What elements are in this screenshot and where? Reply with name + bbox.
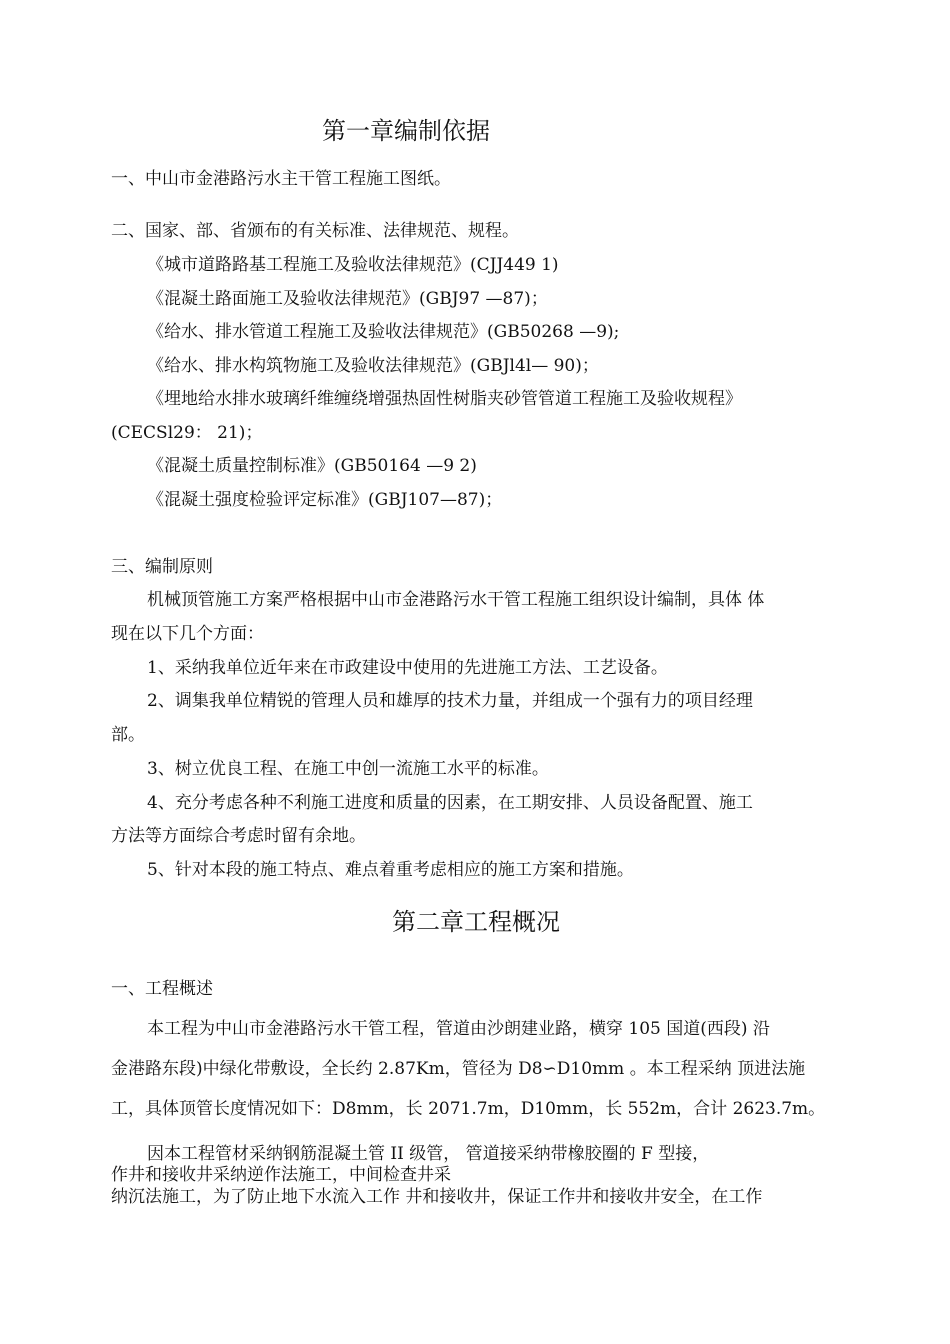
- overview-paragraph-line: 本工程为中山市金港路污水干管工程，管道由沙朗建业路，横穿 105 国道(西段) 沿: [147, 1019, 770, 1039]
- overview-paragraph-line: 金港路东段)中绿化带敷设，全长约 2.87Km，管径为 D8∽D10mm 。本工程采纳 顶进法施: [111, 1059, 806, 1079]
- section-1-2: 二、国家、部、省颁布的有关标准、法律规范、规程。: [111, 221, 519, 241]
- principle-item: 5、针对本段的施工特点、难点着重考虑相应的施工方案和措施。: [147, 860, 634, 880]
- reference-item: 《给水、排水构筑物施工及验收法律规范》(GBJl4l— 90)；: [147, 356, 599, 376]
- reference-item: 《埋地给水排水玻璃纤维缠绕增强热固性树脂夹砂管管道工程施工及验收规程》: [147, 389, 742, 409]
- materials-paragraph-line: 纳沉法施工，为了防止地下水流入工作 井和接收井，保证工作井和接收井安全，在工作: [111, 1187, 763, 1207]
- reference-item: 《给水、排水管道工程施工及验收法律规范》(GB50268 —9);: [147, 322, 620, 342]
- reference-item: 《混凝土质量控制标准》(GB50164 —9 2): [147, 456, 477, 476]
- chapter-1-title: 第一章编制依据: [322, 117, 490, 145]
- section-1-3: 三、编制原则: [111, 557, 213, 577]
- section-1-1: 一、中山市金港路污水主干管工程施工图纸。: [111, 169, 451, 189]
- chapter-2-title: 第二章工程概况: [392, 908, 560, 936]
- principle-item-continued: 部。: [111, 725, 145, 745]
- principle-item: 1、采纳我单位近年来在市政建设中使用的先进施工方法、工艺设备。: [147, 658, 668, 678]
- materials-paragraph-line: 因本工程管材采纳钢筋混凝土管 II 级管， 管道接采纳带橡胶圈的 F 型接，: [147, 1144, 710, 1164]
- principle-item-continued: 方法等方面综合考虑时留有余地。: [111, 826, 366, 846]
- reference-item: 《混凝土强度检验评定标准》(GBJ107—87)；: [147, 490, 503, 510]
- principle-item: 2、调集我单位精锐的管理人员和雄厚的技术力量，并组成一个强有力的项目经理: [147, 691, 753, 711]
- reference-item: 《城市道路路基工程施工及验收法律规范》(CJJ449 1): [147, 255, 559, 275]
- materials-paragraph-line: 作井和接收井采纳逆作法施工，中间检查井采: [111, 1165, 451, 1185]
- overview-paragraph-line: 工，具体顶管长度情况如下：D8mm，长 2071.7m，D10mm，长 552m，合计 2623.7m。: [111, 1099, 826, 1119]
- principle-intro: 机械顶管施工方案严格根据中山市金港路污水干管工程施工组织设计编制，具体 体: [147, 590, 765, 610]
- principle-item: 4、充分考虑各种不利施工进度和质量的因素，在工期安排、人员设备配置、施工: [147, 793, 753, 813]
- principle-intro-continued: 现在以下几个方面：: [111, 624, 264, 644]
- principle-item: 3、树立优良工程、在施工中创一流施工水平的标准。: [147, 759, 549, 779]
- reference-item-continued: (CECSl29： 21)；: [111, 423, 263, 443]
- reference-item: 《混凝土路面施工及验收法律规范》(GBJ97 —87)；: [147, 289, 548, 309]
- section-2-1: 一、工程概述: [111, 979, 213, 999]
